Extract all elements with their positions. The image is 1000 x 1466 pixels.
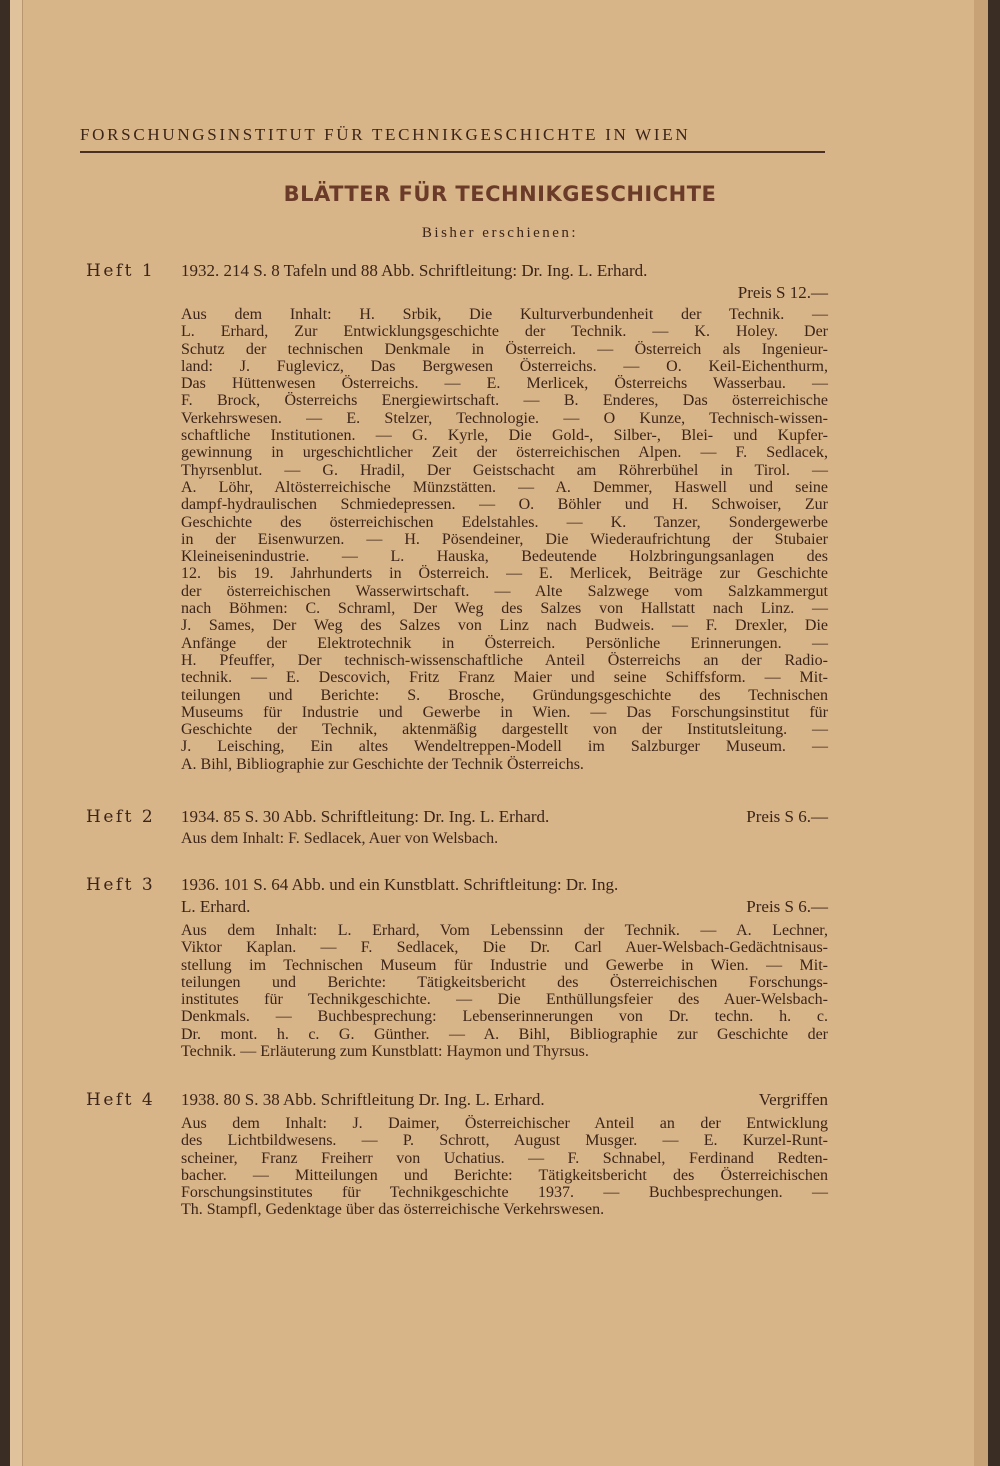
publication-details: 1936. 101 S. 64 Abb. und ein Kunstblatt. Schriftleitung: Dr. Ing. (181, 875, 619, 894)
contents-line: Das Hüttenwesen Österreichs. — E. Merlicek, Österreichs Wasserbau. — (181, 375, 828, 393)
contents-line: in der Eisenwurzen. — H. Pösendeiner, Die Wiederaufrichtung der Stubaier (181, 530, 828, 548)
publication-details: 1932. 214 S. 8 Tafeln und 88 Abb. Schriftleitung: Dr. Ing. L. Erhard. (181, 261, 648, 280)
issue-label: Heft 2 (86, 807, 156, 827)
contents-line: Aus dem Inhalt: J. Daimer, Österreichischer Anteil an der Entwicklung (181, 1115, 828, 1132)
contents-line: dampf-hydraulischen Schmiedepressen. — O. Böhler und H. Schwoiser, Zur (181, 496, 828, 514)
contents-line: institutes für Technikgeschichte. — Die Enthüllungsfeier des Auer-Welsbach- (181, 991, 828, 1009)
price-status: Vergriffen (758, 1090, 828, 1109)
contents-line: teilungen und Berichte: S. Brosche, Gründungsgeschichte des Technischen (181, 686, 828, 704)
price-status: Preis S 6.— (746, 807, 828, 826)
issue-label: Heft 4 (86, 1090, 156, 1110)
publication-info-line (181, 806, 828, 828)
publication-info-line (181, 282, 828, 304)
price-status: Preis S 6.— (746, 897, 828, 916)
contents-line: Verkehrswesen. — E. Stelzer, Technologie. — O Kunze, Technisch-wissen- (181, 409, 828, 427)
issue-entry (181, 806, 828, 847)
contents-line: Forschungsinstitutes für Technikgeschichte 1937. — Buchbesprechungen. — (181, 1184, 828, 1202)
publication-details: 1938. 80 S. 38 Abb. Schriftleitung Dr. Ing. L. Erhard. (181, 1090, 545, 1109)
contents-line: Denkmals. — Buchbesprechung: Lebenserinnerungen von Dr. techn. h. c. (181, 1008, 828, 1026)
publication-info-line (181, 260, 828, 282)
publication-info-line (181, 874, 828, 896)
contents-line: technik. — E. Descovich, Fritz Franz Maier und seine Schiffsform. — Mit- (181, 669, 828, 687)
contents-line: A. Bihl, Bibliographie zur Geschichte der Technik Österreichs. (181, 755, 584, 773)
contents-line: Technik. — Erläuterung zum Kunstblatt: Haymon und Thyrsus. (181, 1043, 589, 1061)
contents-line: J. Leisching, Ein altes Wendeltreppen-Modell im Salzburger Museum. — (181, 738, 828, 756)
contents-line: Thyrsenblut. — G. Hradil, Der Geistschacht am Röhrerbühel in Tirol. — (181, 461, 828, 479)
issue-label: Heft 1 (86, 261, 156, 281)
contents-line: Dr. mont. h. c. G. Günther. — A. Bihl, Bibliographie zur Geschichte der (181, 1025, 828, 1043)
contents-line: des Lichtbildwesens. — P. Schrott, August Musger. — E. Kurzel-Runt- (181, 1132, 828, 1150)
issue-entry (181, 1089, 828, 1219)
issue-entry (181, 260, 828, 773)
contents-line: Schutz der technischen Denkmale in Österreich. — Österreich als Ingenieur- (181, 340, 828, 358)
contents-line: gewinnung in urgeschichtlicher Zeit der österreichischen Alpen. — F. Sedlacek, (181, 444, 828, 462)
contents-line: bacher. — Mitteilungen und Berichte: Tätigkeitsbericht des Österreichischen (181, 1166, 828, 1184)
contents-line: 12. bis 19. Jahrhunderts in Österreich. — E. Merlicek, Beiträge zur Geschichte (181, 565, 828, 583)
contents-line: Aus dem Inhalt: H. Srbik, Die Kulturverbundenheit der Technik. — (181, 306, 828, 323)
contents-line: Aus dem Inhalt: L. Erhard, Vom Lebenssinn der Technik. — A. Lechner, (181, 922, 828, 939)
institute-header: FORSCHUNGSINSTITUT FÜR TECHNIKGESCHICHTE IN WIEN (80, 125, 691, 144)
contents-line: schaftliche Institutionen. — G. Kyrle, Die Gold-, Silber-, Blei- und Kupfer- (181, 427, 828, 445)
contents-line: Kleineisenindustrie. — L. Hauska, Bedeutende Holzbringungsanlagen des (181, 548, 828, 566)
contents-line: scheiner, Franz Freiherr von Uchatius. — F. Schnabel, Ferdinand Redten- (181, 1149, 828, 1167)
contents-line: Aus dem Inhalt: F. Sedlacek, Auer von Welsbach. (181, 830, 499, 847)
contents-line: Museums für Industrie und Gewerbe in Wien. — Das Forschungsinstitut für (181, 703, 828, 721)
contents-line: Th. Stampfl, Gedenktage über das österreichische Verkehrswesen. (181, 1201, 605, 1219)
contents-line: Viktor Kaplan. — F. Sedlacek, Die Dr. Carl Auer-Welsbach-Gedächtnisaus- (181, 939, 828, 957)
page-right-edge (974, 0, 988, 1466)
contents-line: stellung im Technischen Museum für Industrie und Gewerbe in Wien. — Mit- (181, 956, 828, 974)
contents-line: H. Pfeuffer, Der technisch-wissenschaftliche Anteil Österreichs an der Radio- (181, 651, 828, 669)
contents-line: Geschichte des österreichischen Edelstahles. — K. Tanzer, Sondergewerbe (181, 513, 828, 531)
page-binding-edge (10, 0, 23, 1466)
contents-line: land: J. Fuglevicz, Das Bergwesen Österreichs. — O. Keil-Eichenthurm, (181, 357, 828, 375)
header-rule (80, 151, 825, 153)
publication-details: L. Erhard. (181, 897, 251, 916)
contents-line: L. Erhard, Zur Entwicklungsgeschichte der Technik. — K. Holey. Der (181, 323, 828, 341)
contents-line: teilungen und Berichte: Tätigkeitsbericht des Österreichischen Forschungs- (181, 973, 828, 991)
price-status: Preis S 12.— (737, 283, 828, 302)
issue-entry (181, 874, 828, 1060)
contents-line: Geschichte der Technik, aktenmäßig dargestellt von der Institutsleitung. — (181, 721, 828, 739)
contents-line: F. Brock, Österreichs Energiewirtschaft. — B. Enderes, Das österreichische (181, 392, 828, 410)
publication-info-line (181, 896, 828, 918)
contents-line: J. Sames, Der Weg des Salzes von Linz nach Budweis. — F. Drexler, Die (181, 617, 828, 635)
issue-label: Heft 3 (86, 875, 156, 895)
publication-details: 1934. 85 S. 30 Abb. Schriftleitung: Dr. Ing. L. Erhard. (181, 807, 550, 826)
contents-line: nach Böhmen: C. Schraml, Der Weg des Salzes von Hallstatt nach Linz. — (181, 600, 828, 618)
subtitle: Bisher erschienen: (421, 225, 579, 241)
contents-line: Anfänge der Elektrotechnik in Österreich. Persönliche Erinnerungen. — (181, 634, 828, 652)
contents-line: der österreichischen Wasserwirtschaft. — Alte Salzwege vom Salzkammergut (181, 582, 828, 600)
contents-line: A. Löhr, Altösterreichische Münzstätten. — A. Demmer, Haswell und seine (181, 478, 828, 496)
publication-info-line (181, 1089, 828, 1111)
page-title: BLÄTTER FÜR TECHNIKGESCHICHTE (283, 182, 717, 206)
